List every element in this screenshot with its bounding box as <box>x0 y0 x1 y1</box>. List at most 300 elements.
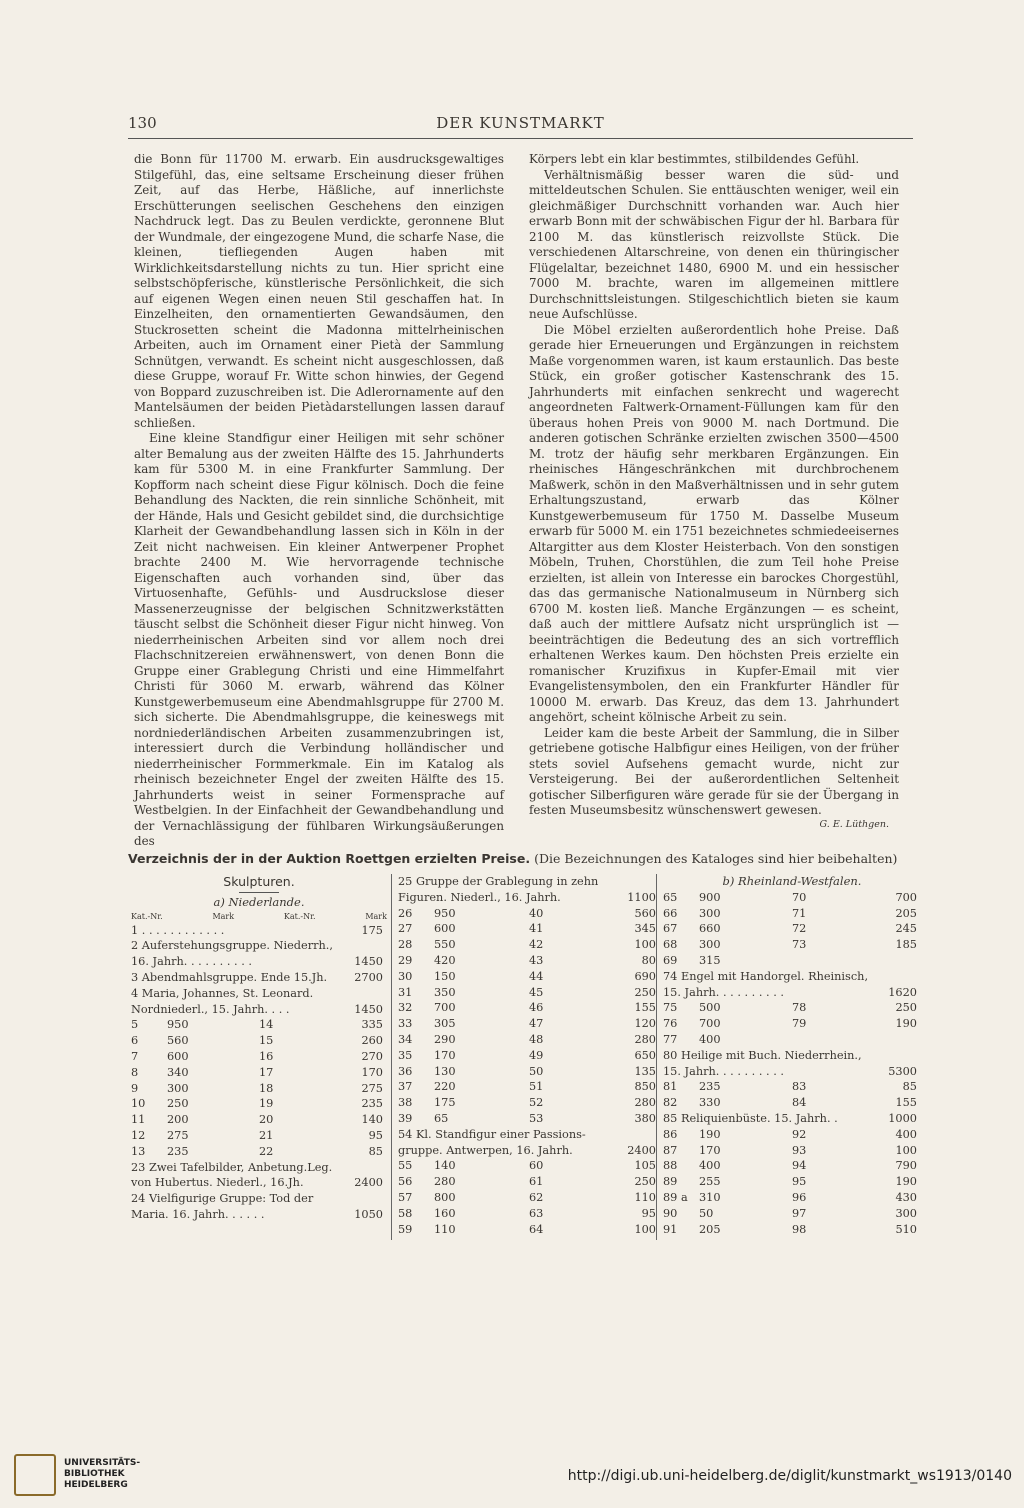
item-label: von Hubertus. Niederl., 16.Jh. <box>131 1176 304 1190</box>
item-number: 32 <box>398 1001 413 1015</box>
price-pair-row <box>663 937 921 953</box>
price-pair-row <box>398 1079 660 1095</box>
item-number: 27 <box>398 922 413 936</box>
item-price: 190 <box>895 1175 917 1189</box>
item-label: 1 . . . . . . . . . . . . <box>131 923 225 937</box>
item-price: 170 <box>699 1143 721 1157</box>
item-number: 70 <box>792 890 807 904</box>
item-number: 76 <box>663 1017 678 1031</box>
item-number: 22 <box>259 1144 274 1158</box>
item-price: 250 <box>895 1001 917 1015</box>
item-number: 63 <box>529 1206 544 1220</box>
item-price: 1050 <box>354 1207 383 1221</box>
item-price: 200 <box>167 1113 189 1127</box>
item-number: 12 <box>131 1128 146 1142</box>
price-pair-row <box>398 969 660 985</box>
item-number: 40 <box>529 906 544 920</box>
item-price <box>917 1032 921 1048</box>
item-price <box>383 1160 387 1176</box>
price-line <box>663 985 921 1001</box>
seal-icon <box>14 1454 56 1496</box>
item-price: 270 <box>361 1049 383 1063</box>
item-number: 11 <box>131 1113 146 1127</box>
item-number: 86 <box>663 1127 678 1141</box>
item-label: 80 Heilige mit Buch. Niederrhein., <box>663 1048 862 1062</box>
item-price: 190 <box>895 1017 917 1031</box>
item-label: 16. Jahrh. . . . . . . . . . <box>131 955 253 969</box>
item-number: 90 <box>663 1206 678 1220</box>
item-label: 15. Jahrh. . . . . . . . . . <box>663 1064 785 1078</box>
item-price: 560 <box>634 906 656 920</box>
item-price: 80 <box>641 953 656 967</box>
item-label: 25 Gruppe der Grablegung in zehn <box>398 875 599 888</box>
item-price: 140 <box>361 1113 383 1127</box>
item-price: 280 <box>634 1096 656 1110</box>
item-price: 280 <box>434 1175 456 1189</box>
price-pair-row <box>398 1111 660 1127</box>
item-number: 16 <box>259 1049 274 1063</box>
paragraph: Die Möbel erzielten außerordentlich hohe Preise. Daß gerade hier Erneuerungen und Ergänzungen in reichstem Maße vorgenommen waren, ist kaum erstaunlich. Das beste Stück, ein großer gotischer Kastenschrank des 15. Jahrhunderts mit einfachen senkrecht und wagerecht angeordneten Faltwerk-Ornament-Füllungen kam für den überaus hohen Preis von 9000 M. nach Dortmund. Die anderen gotischen Schränke erzielten zwischen 3500—4500 M. trotz der häufig sehr merkbaren Ergänzungen. Ein rheinisches Hängeschränkchen mit durchbrochenem Maßwerk, schön in den Maßverhältnissen und in sehr gutem Erhaltungszustand, erwarb das Kölner Kunstgewerbemuseum für 1750 M. Dasselbe Museum erwarb für 5000 M. ein 1751 bezeichnetes schmiedeeisernes Altargitter aus dem Kloster Heisterbach. Von den sonstigen Möbeln, Truhen, Chorstühlen, die zum Teil hohe Preise erzielten, ist allein von Interesse ein barockes Chorgestühl, das das germanische Nationalmuseum in Nürnberg sich 6700 M. kosten ließ. Manche Ergänzungen — es scheint, daß auch der mittlere Aufsatz nicht ursprünglich ist — beeinträchtigen die Bedeutung des an sich vortrefflich erhaltenen Werkes kaum. Den höchsten Preis erzielte ein romanischer Kruzifixus in Kupfer-Email mit vier Evangelistensymbolen, den ein Frankfurter Händler für 10000 M. erwarb. Das Kreuz, das dem 13. Jahrhundert angehört, scheint kölnische Arbeit zu sein. <box>529 322 899 724</box>
item-number: 92 <box>792 1127 807 1141</box>
item-number: 49 <box>529 1048 544 1062</box>
item-price: 280 <box>634 1032 656 1046</box>
item-price: 1450 <box>354 1002 383 1016</box>
item-number: 47 <box>529 1017 544 1031</box>
subsection-heading: b) Rheinland-Westfalen. <box>722 874 862 888</box>
item-price: 245 <box>895 922 917 936</box>
price-pair-row <box>663 1174 921 1190</box>
item-price <box>383 986 387 1002</box>
item-price: 260 <box>361 1034 383 1048</box>
price-pair-row <box>131 1144 387 1160</box>
price-pair-row <box>398 1064 660 1080</box>
item-number: 9 <box>131 1081 139 1095</box>
price-pair-row <box>131 1112 387 1128</box>
item-price: 140 <box>434 1159 456 1173</box>
item-price: 690 <box>634 969 656 983</box>
item-number: 50 <box>529 1064 544 1078</box>
item-number: 97 <box>792 1206 807 1220</box>
price-pair-row <box>131 1128 387 1144</box>
divider <box>239 892 279 893</box>
item-price: 550 <box>434 938 456 952</box>
item-number: 36 <box>398 1064 413 1078</box>
item-number: 10 <box>131 1097 146 1111</box>
price-pair-row <box>663 1127 921 1143</box>
item-label: Figuren. Niederl., 16. Jahrh. <box>398 890 561 904</box>
item-price: 600 <box>434 922 456 936</box>
item-number: 59 <box>398 1222 413 1236</box>
price-pair-row <box>398 937 660 953</box>
price-line <box>131 954 387 970</box>
item-number: 37 <box>398 1080 413 1094</box>
item-number: 46 <box>529 1001 544 1015</box>
item-price: 300 <box>699 938 721 952</box>
price-pair-row <box>398 1016 660 1032</box>
item-number: 91 <box>663 1222 678 1236</box>
price-pair-row <box>663 1016 921 1032</box>
price-pair-row <box>131 1096 387 1112</box>
item-number: 39 <box>398 1111 413 1125</box>
item-price: 220 <box>434 1080 456 1094</box>
item-number: 15 <box>259 1034 274 1048</box>
item-price: 1450 <box>354 955 383 969</box>
item-price: 1620 <box>888 985 917 999</box>
item-price: 100 <box>895 1143 917 1157</box>
item-price: 205 <box>699 1222 721 1236</box>
paragraph: die Bonn für 11700 M. erwarb. Ein ausdrucksgewaltiges Stilgefühl, das, eine seltsame Erscheinung dieser frühen Zeit, auf das Herbe, Häßliche, auf innerlichste Erschütterungen seelischen Geschehens den einzigen Nachdruck legt. Das zu Beulen verdickte, geronnene Blut der Wundmale, der eingezogene Mund, die scharfe Nase, die kleinen, tiefliegenden Augen haben mit Wirklichkeitsdarstellung nichts zu tun. Hier spricht eine selbstschöpferische, künstlerische Persönlichkeit, die sich auf eigenen Wegen einen neuen Stil geschaffen hat. In Einzelheiten, den ornamentierten Gewandsäumen, den Stuckrosetten scheint die Madonna mittelrheinischen Arbeiten, auch im Ornament einer Pietà der Sammlung Schnütgen, verwandt. Es scheint nicht ausgeschlossen, daß diese Gruppe, worauf Fr. Witte schon hinwies, der Gegend von Boppard zuzuschreiben ist. Die Adlerornamente auf den Mantelsäumen der beiden Pietàdarstellungen lassen darauf schließen. <box>134 152 504 430</box>
item-price: 275 <box>167 1128 189 1142</box>
item-number: 38 <box>398 1096 413 1110</box>
item-price: 300 <box>167 1081 189 1095</box>
price-pair-row <box>663 921 921 937</box>
price-pair-row <box>131 1017 387 1033</box>
item-number <box>792 953 832 969</box>
item-price: 950 <box>434 906 456 920</box>
item-number: 7 <box>131 1049 139 1063</box>
item-price: 5300 <box>888 1064 917 1078</box>
price-line <box>131 923 387 939</box>
item-price: 560 <box>167 1034 189 1048</box>
price-pair-row <box>663 1032 921 1048</box>
item-price: 310 <box>699 1190 721 1204</box>
section-heading: Skulpturen. <box>223 874 295 889</box>
item-number: 44 <box>529 969 544 983</box>
price-pair-row <box>663 1095 921 1111</box>
item-price: 400 <box>895 1127 917 1141</box>
item-price: 800 <box>434 1190 456 1204</box>
item-price: 950 <box>167 1018 189 1032</box>
item-number: 84 <box>792 1096 807 1110</box>
item-number: 98 <box>792 1222 807 1236</box>
item-number: 18 <box>259 1081 274 1095</box>
price-table-col-1 <box>131 874 387 1223</box>
price-line <box>131 986 387 1002</box>
item-price: 340 <box>167 1065 189 1079</box>
item-number: 26 <box>398 906 413 920</box>
item-price: 305 <box>434 1017 456 1031</box>
item-price: 110 <box>434 1222 456 1236</box>
item-price: 190 <box>699 1127 721 1141</box>
header-rule <box>128 138 913 139</box>
item-label: 85 Reliquienbüste. 15. Jahrh. . <box>663 1111 838 1125</box>
item-number: 73 <box>792 938 807 952</box>
price-pair-row <box>398 1206 660 1222</box>
item-number: 34 <box>398 1032 413 1046</box>
price-line <box>131 1002 387 1018</box>
item-price <box>383 1191 387 1207</box>
item-price: 185 <box>895 938 917 952</box>
item-number: 96 <box>792 1190 807 1204</box>
item-price: 205 <box>895 906 917 920</box>
item-number: 28 <box>398 938 413 952</box>
item-price: 2400 <box>627 1143 656 1157</box>
price-rows <box>398 874 660 1237</box>
item-number: 35 <box>398 1048 413 1062</box>
item-number: 30 <box>398 969 413 983</box>
item-price: 660 <box>699 922 721 936</box>
item-price: 650 <box>634 1048 656 1062</box>
item-price: 120 <box>634 1017 656 1031</box>
running-title: DER KUNSTMARKT <box>436 114 605 132</box>
item-price <box>917 969 921 985</box>
item-number <box>792 1032 832 1048</box>
column-heads: Kat.-Nr. Mark Kat.-Nr. Mark <box>131 911 387 921</box>
price-line <box>398 1143 660 1159</box>
text-column-left <box>134 152 504 850</box>
price-pair-row <box>663 1206 921 1222</box>
price-line <box>131 1191 387 1207</box>
item-number: 20 <box>259 1113 274 1127</box>
item-number: 33 <box>398 1017 413 1031</box>
item-label: 24 Vielfigurige Gruppe: Tod der <box>131 1192 314 1206</box>
item-label: Maria. 16. Jahrh. . . . . . <box>131 1207 265 1221</box>
item-label: 23 Zwei Tafelbilder, Anbetung.Leg. <box>131 1160 333 1174</box>
item-number: 95 <box>792 1175 807 1189</box>
item-price: 160 <box>434 1206 456 1220</box>
item-price: 420 <box>434 953 456 967</box>
item-price: 1100 <box>627 890 656 904</box>
price-line <box>398 874 660 890</box>
price-line <box>131 1175 387 1191</box>
item-number: 61 <box>529 1175 544 1189</box>
item-price: 235 <box>361 1097 383 1111</box>
price-pair-row <box>398 1095 660 1111</box>
item-price: 235 <box>167 1144 189 1158</box>
item-price: 110 <box>634 1190 656 1204</box>
item-price: 250 <box>167 1097 189 1111</box>
price-list-note: (Die Bezeichnungen des Kataloges sind hier beibehalten) <box>534 851 898 866</box>
item-number: 72 <box>792 922 807 936</box>
item-number: 64 <box>529 1222 544 1236</box>
item-number: 48 <box>529 1032 544 1046</box>
item-price: 350 <box>434 985 456 999</box>
item-number: 94 <box>792 1159 807 1173</box>
price-pair-row <box>398 1222 660 1238</box>
price-pair-row <box>663 906 921 922</box>
item-number: 78 <box>792 1001 807 1015</box>
item-price: 85 <box>902 1080 917 1094</box>
price-pair-row <box>398 1190 660 1206</box>
price-rows <box>663 890 921 1238</box>
item-price: 100 <box>634 938 656 952</box>
price-pair-row <box>398 1048 660 1064</box>
price-pair-row <box>663 1222 921 1238</box>
item-price: 95 <box>368 1128 383 1142</box>
item-price: 170 <box>434 1048 456 1062</box>
item-price: 335 <box>361 1018 383 1032</box>
price-line <box>131 1207 387 1223</box>
price-pair-row <box>398 985 660 1001</box>
item-number: 89 a <box>663 1190 688 1204</box>
item-price <box>383 938 387 954</box>
item-number: 67 <box>663 922 678 936</box>
library-name: UNIVERSITÄTS- BIBLIOTHEK HEIDELBERG <box>64 1458 141 1490</box>
item-number: 43 <box>529 953 544 967</box>
item-price: 150 <box>434 969 456 983</box>
item-price: 2700 <box>354 970 383 984</box>
price-pair-row <box>398 906 660 922</box>
item-number: 29 <box>398 953 413 967</box>
paragraph: Körpers lebt ein klar bestimmtes, stilbildendes Gefühl. <box>529 152 860 166</box>
item-label: gruppe. Antwerpen, 16. Jahrh. <box>398 1143 573 1157</box>
item-price: 790 <box>895 1159 917 1173</box>
item-price: 700 <box>895 890 917 904</box>
item-number: 69 <box>663 953 678 967</box>
item-price: 330 <box>699 1096 721 1110</box>
price-list-title-line <box>128 851 918 866</box>
item-number: 17 <box>259 1065 274 1079</box>
item-price: 175 <box>434 1096 456 1110</box>
item-number: 87 <box>663 1143 678 1157</box>
item-number: 58 <box>398 1206 413 1220</box>
price-line <box>663 1048 921 1064</box>
item-price: 65 <box>434 1111 449 1125</box>
item-number: 31 <box>398 985 413 999</box>
price-table-col-2 <box>391 874 660 1240</box>
item-price: 300 <box>895 1206 917 1220</box>
item-price: 135 <box>634 1064 656 1078</box>
item-number: 45 <box>529 985 544 999</box>
item-number: 75 <box>663 1001 678 1015</box>
item-number: 83 <box>792 1080 807 1094</box>
paragraph: Leider kam die beste Arbeit der Sammlung, die in Silber getriebene gotische Halbfigur eines Heiligen, von der früher stets soviel Aufsehens gemacht wurde, nicht zur Versteigerung. Bei der außerordentlichen Seltenheit gotischer Silberfiguren wäre gerade für sie der Übergang in festen Museumsbesitz wünschenswert gewesen. <box>529 725 899 817</box>
price-line <box>663 969 921 985</box>
price-table-col-3 <box>656 874 921 1240</box>
item-number: 21 <box>259 1128 274 1142</box>
price-pair-row <box>663 953 921 969</box>
price-pair-row <box>663 1158 921 1174</box>
item-price: 345 <box>634 922 656 936</box>
item-number: 53 <box>529 1111 544 1125</box>
item-price: 95 <box>641 1206 656 1220</box>
item-number: 88 <box>663 1159 678 1173</box>
price-pair-row <box>663 890 921 906</box>
price-pair-row <box>131 1049 387 1065</box>
item-price: 510 <box>895 1222 917 1236</box>
price-line <box>398 890 660 906</box>
item-number: 65 <box>663 890 678 904</box>
item-number: 13 <box>131 1144 146 1158</box>
item-price: 850 <box>634 1080 656 1094</box>
item-price <box>917 953 921 969</box>
item-number: 93 <box>792 1143 807 1157</box>
item-price: 250 <box>634 1175 656 1189</box>
item-price: 380 <box>634 1111 656 1125</box>
item-number: 41 <box>529 922 544 936</box>
price-pair-row <box>663 1143 921 1159</box>
price-pair-row <box>398 953 660 969</box>
item-price: 50 <box>699 1206 714 1220</box>
price-pair-row <box>663 1079 921 1095</box>
item-price <box>917 1048 921 1064</box>
item-price: 1000 <box>888 1111 917 1125</box>
item-label: 2 Auferstehungsgruppe. Niederrh., <box>131 939 333 953</box>
item-price: 400 <box>699 1159 721 1173</box>
price-pair-row <box>398 1158 660 1174</box>
text-column-right <box>529 152 899 831</box>
item-label: 4 Maria, Johannes, St. Leonard. <box>131 986 314 1000</box>
page-number: 130 <box>128 114 157 132</box>
item-number: 77 <box>663 1032 678 1046</box>
item-price: 400 <box>699 1032 721 1046</box>
item-number: 42 <box>529 938 544 952</box>
item-number: 89 <box>663 1175 678 1189</box>
item-price: 130 <box>434 1064 456 1078</box>
item-price: 430 <box>895 1190 917 1204</box>
item-price: 300 <box>699 906 721 920</box>
item-price: 700 <box>434 1001 456 1015</box>
author-signature: G. E. Lüthgen. <box>819 818 889 830</box>
item-price: 255 <box>699 1175 721 1189</box>
price-line <box>398 1127 660 1143</box>
price-line <box>131 1160 387 1176</box>
price-pair-row <box>663 1190 921 1206</box>
price-line <box>131 938 387 954</box>
price-pair-row <box>663 1000 921 1016</box>
item-number: 6 <box>131 1034 139 1048</box>
item-price: 315 <box>699 953 721 967</box>
price-pair-row <box>131 1033 387 1049</box>
item-number: 79 <box>792 1017 807 1031</box>
item-price: 155 <box>634 1001 656 1015</box>
item-number: 60 <box>529 1159 544 1173</box>
item-price: 700 <box>699 1017 721 1031</box>
item-number: 57 <box>398 1190 413 1204</box>
source-url[interactable]: http://digi.ub.uni-heidelberg.de/diglit/kunstmarkt_ws1913/0140 <box>567 1468 1012 1484</box>
item-price: 155 <box>895 1096 917 1110</box>
item-number: 71 <box>792 906 807 920</box>
item-number: 82 <box>663 1096 678 1110</box>
item-number: 68 <box>663 938 678 952</box>
price-line <box>663 1064 921 1080</box>
item-number: 5 <box>131 1018 139 1032</box>
item-label: Nordniederl., 15. Jahrh. . . . <box>131 1002 290 1016</box>
item-number: 19 <box>259 1097 274 1111</box>
item-number: 81 <box>663 1080 678 1094</box>
price-pair-row <box>131 1081 387 1097</box>
item-price: 175 <box>361 923 383 937</box>
price-line <box>663 1111 921 1127</box>
item-price: 235 <box>699 1080 721 1094</box>
item-price: 275 <box>361 1081 383 1095</box>
item-price: 250 <box>634 985 656 999</box>
paragraph: Verhältnismäßig besser waren die süd- und mitteldeutschen Schulen. Sie enttäuschten weniger, weil ein gleichmäßiger Durchschnitt vorhanden war. Auch hier erwarb Bonn mit der schwäbischen Figur der hl. Barbara für 2100 M. das künstlerisch reizvollste Stück. Die verschiedenen Altarschreine, von denen ein thüringischer Flügelaltar, bezeichnet 1480, 6900 M. und ein hessischer 7000 M. brachte, waren im allgemeinen mittlere Durchschnittsleistungen. Stilgeschichtlich bieten sie kaum neue Aufschlüsse. <box>529 167 899 321</box>
item-number: 51 <box>529 1080 544 1094</box>
price-pair-row <box>131 1065 387 1081</box>
item-number: 55 <box>398 1159 413 1173</box>
price-pair-row <box>398 1000 660 1016</box>
item-price: 600 <box>167 1049 189 1063</box>
item-label: 3 Abendmahlsgruppe. Ende 15.Jh. <box>131 970 328 984</box>
item-number: 66 <box>663 906 678 920</box>
price-pair-row <box>398 921 660 937</box>
item-price: 170 <box>361 1065 383 1079</box>
price-rows <box>131 923 387 1223</box>
item-number: 14 <box>259 1018 274 1032</box>
price-list-title: Verzeichnis der in der Auktion Roettgen erzielten Preise. <box>128 851 531 866</box>
item-number: 56 <box>398 1175 413 1189</box>
item-number: 62 <box>529 1190 544 1204</box>
item-price: 2400 <box>354 1176 383 1190</box>
subsection-heading: a) Niederlande. <box>213 894 305 909</box>
price-line <box>131 970 387 986</box>
item-label: 74 Engel mit Handorgel. Rheinisch, <box>663 969 869 983</box>
item-price: 100 <box>634 1222 656 1236</box>
item-number: 52 <box>529 1096 544 1110</box>
item-label: 15. Jahrh. . . . . . . . . . <box>663 985 785 999</box>
item-price: 290 <box>434 1032 456 1046</box>
